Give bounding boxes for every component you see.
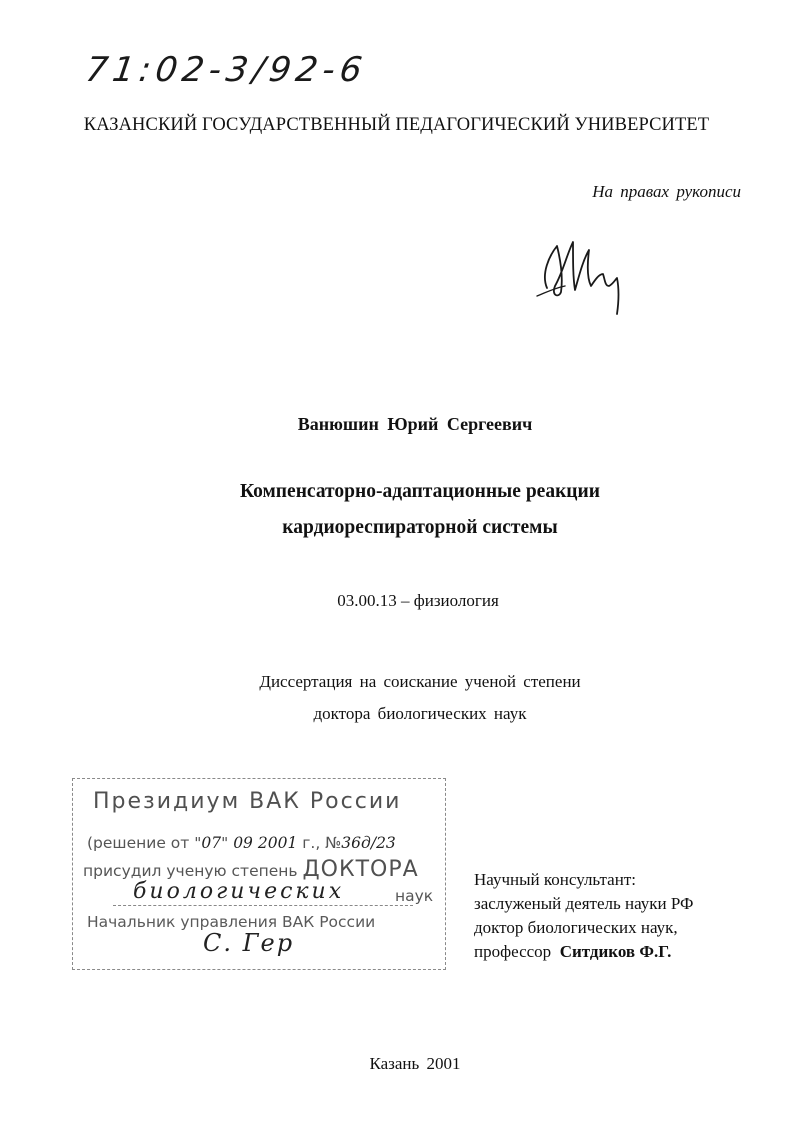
stamp-decision-line: (решение от "07" 09 2001 г., №36д/23 [87,834,396,852]
stamp-decision-day: 07 [201,834,222,852]
consultant-name: Ситдиков Ф.Г. [559,942,672,961]
stamp-decision-month: 09 [233,834,253,852]
stamp-science-handwritten: биологических [133,879,345,904]
archive-number-handwritten: 71:02-3/92-6 [83,50,370,90]
university-name: КАЗАНСКИЙ ГОСУДАРСТВЕННЫЙ ПЕДАГОГИЧЕСКИЙ УНИВЕРСИТЕТ [83,115,710,135]
scientific-consultant [474,868,693,964]
stamp-awarded-degree: ДОКТОРА [302,857,419,882]
vak-stamp [72,778,446,970]
stamp-head-label: Начальник управления ВАК России [87,913,376,931]
stamp-awarded-prefix: присудил ученую степень [83,862,298,880]
consultant-label: Научный консультант: [474,870,636,889]
dissertation-line-1: Диссертация на соискание ученой степени [259,672,581,691]
stamp-science-suffix: наук [395,887,434,905]
consultant-title-2: доктор биологических наук, [474,918,678,937]
consultant-name-line [474,940,693,964]
thesis-title-line-1: Компенсаторно-адаптационные реакции [239,481,601,502]
author-signature [533,226,633,322]
stamp-head-signature: С. Гер [203,929,295,957]
specialty-code: 03.00.13 – физиология [337,591,499,610]
city-year: Казань 2001 [369,1054,461,1073]
stamp-decision-prefix: (решение от " [87,834,202,852]
consultant-prefix: профессор [474,942,552,961]
author-name: Ванюшин Юрий Сергеевич [297,414,533,434]
manuscript-rights-note: На правах рукописи [592,182,741,201]
stamp-underline [113,905,413,906]
dissertation-line-2: доктора биологических наук [313,704,527,723]
consultant-title-1: заслуженый деятель науки РФ [474,894,694,913]
stamp-decision-number: 36д/23 [341,834,396,852]
stamp-decision-year: 2001 [257,834,298,852]
stamp-title: Президиум ВАК России [93,789,402,814]
stamp-decision-year-suffix: г., № [302,834,342,852]
thesis-title-line-2: кардиореспираторной системы [282,517,558,538]
